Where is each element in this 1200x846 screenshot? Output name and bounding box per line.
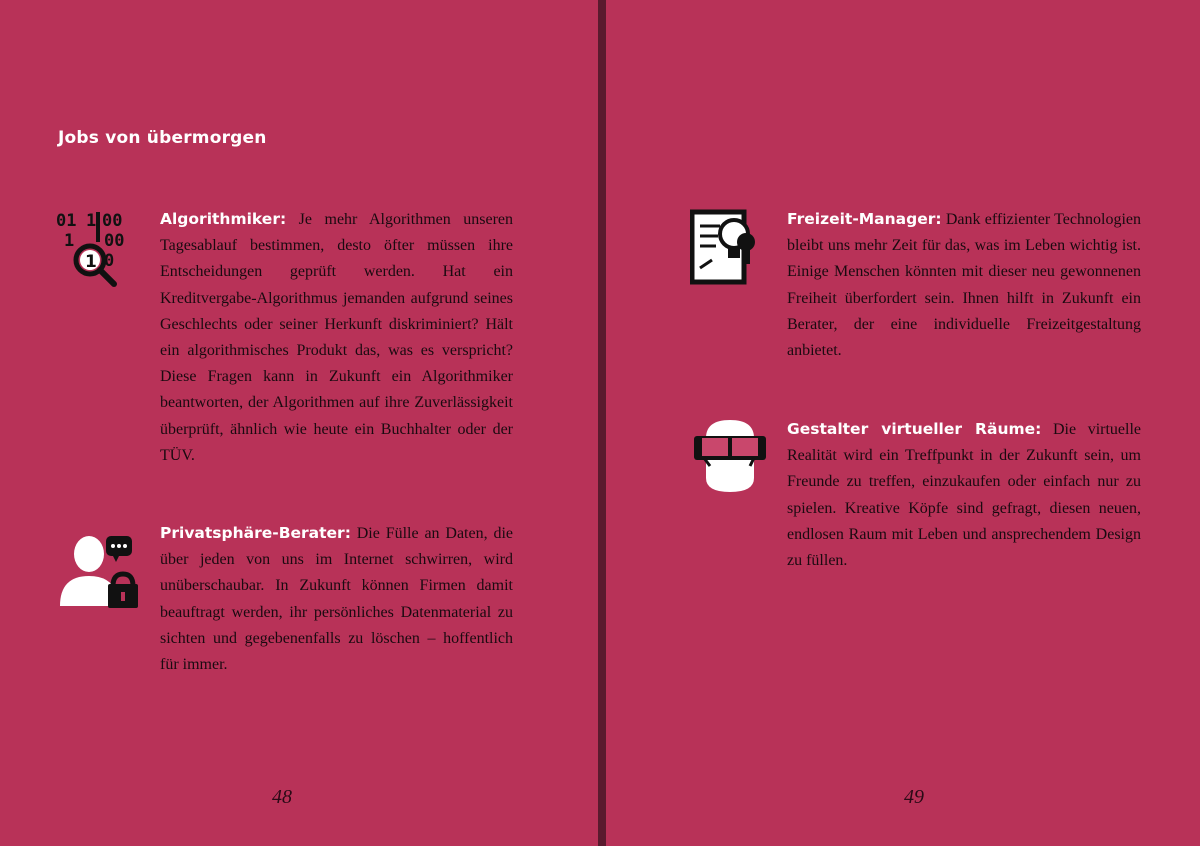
document-lightbulb-icon	[690, 208, 762, 288]
svg-text:00: 00	[102, 211, 123, 231]
entry-text: Je mehr Algorithmen unseren Tagesablauf bestimmen, desto öfter müssen ihre Entscheidungen geprüft werden. Hat ein Kreditvergabe-Algorithmus jemanden aufgrund seines Geschlechts oder seiner Herkunft diskriminiert? Hält ein algorithmisches Produkt das, was es verspricht? Diese Fragen kann in Zukunft ein Algorithmiker beantworten, der Algorithmen auf ihre Zuverlässigkeit überprüft, ähnlich wie heute ein Buchhalter oder der TÜV.	[160, 211, 513, 464]
entry-privatsphaere	[160, 520, 513, 678]
left-page	[0, 0, 598, 846]
entry-term: Algorithmiker:	[160, 210, 287, 228]
svg-text:1: 1	[64, 231, 75, 251]
entry-text: Dank effizienter Technologien bleibt uns mehr Zeit für das, was im Leben wichtig ist. Einige Menschen könnten mit dieser neu gewonnenen Freiheit überfordert sein. Ihnen hilft in Zukunft ein Berater, der eine individuelle Freizeitgestaltung anbietet.	[787, 211, 1141, 360]
entry-term: Privatsphäre-Berater:	[160, 524, 351, 542]
binary-magnifier-icon	[56, 208, 140, 288]
entry-text: Die Fülle an Daten, die über jeden von uns im Internet schwirren, wird unüberschaubar. In Zukunft können Firmen damit beauftragt werden, ihr persönliches Datenmaterial zu sichten und gegebenenfalls zu löschen – hoffentlich für immer.	[160, 525, 513, 674]
svg-text:1: 1	[85, 252, 97, 272]
entry-text: Die virtuelle Realität wird ein Treffpunkt in der Zukunft sein, um Freunde zu treffen, einzukaufen oder einfach nur zu spielen. Kreative Köpfe sind gefragt, diesen neuen, endlosen Raum mit Leben und ansprechendem Design zu füllen.	[787, 421, 1141, 570]
entry-freizeit-manager	[787, 206, 1141, 364]
vr-headset-icon	[692, 418, 770, 496]
svg-text:1: 1	[86, 211, 97, 231]
entry-term: Freizeit-Manager:	[787, 210, 942, 228]
page-number-right: 49	[904, 786, 924, 808]
entry-term: Gestalter virtueller Räume:	[787, 420, 1042, 438]
entry-algorithmiker	[160, 206, 513, 469]
svg-text:01: 01	[56, 211, 77, 231]
user-lock-icon	[56, 532, 140, 610]
right-page	[606, 0, 1200, 846]
svg-text:00: 00	[104, 231, 125, 251]
svg-text:0: 0	[104, 251, 115, 271]
page-number-left: 48	[272, 786, 292, 808]
book-gutter	[598, 0, 606, 846]
section-heading: Jobs von übermorgen	[58, 128, 267, 148]
entry-gestalter-virtueller-raeume	[787, 416, 1141, 574]
